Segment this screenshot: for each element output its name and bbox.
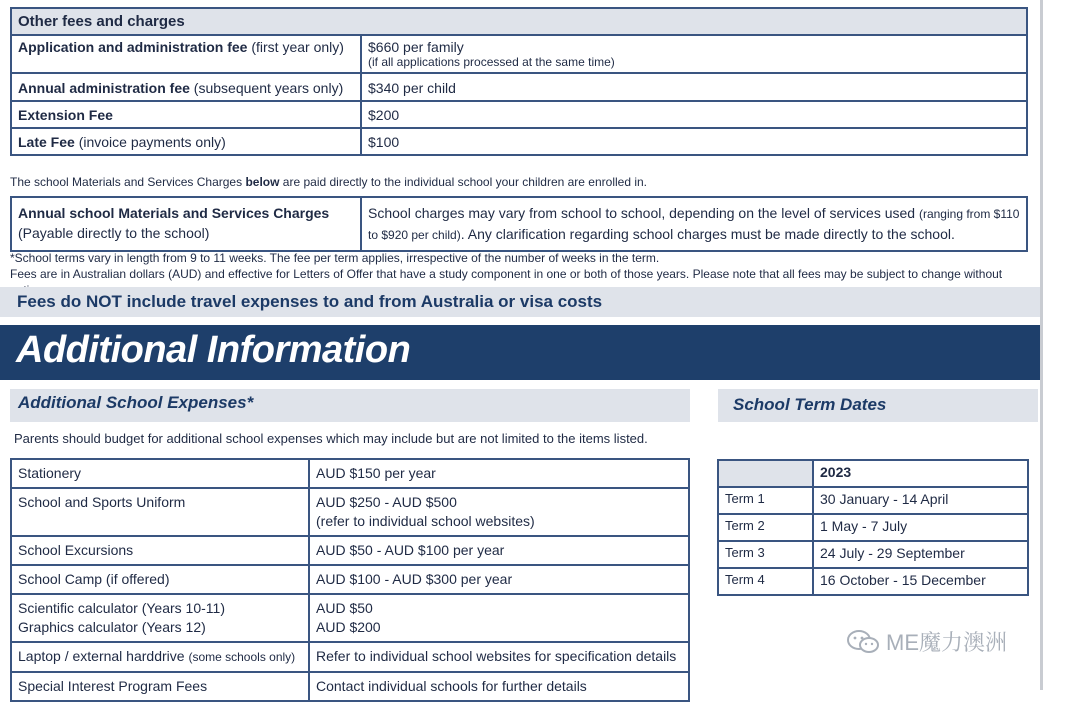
terms-heading: School Term Dates <box>733 395 887 414</box>
footnote-terms: *School terms vary in length from 9 to 11 weeks. The fee per term applies, irrespective of the number of weeks in the term. <box>10 251 660 265</box>
expenses-heading: Additional School Expenses* <box>18 393 254 412</box>
expense-item: School Camp (if offered) <box>11 565 309 594</box>
fee-value: $660 per family <box>368 39 464 55</box>
term-label: Term 1 <box>718 487 813 514</box>
page-edge-divider <box>1040 0 1043 690</box>
table-row <box>718 487 1028 514</box>
expense-cost: Contact individual schools for further details <box>309 672 689 701</box>
expense-cost: AUD $250 - AUD $500 <box>316 494 457 510</box>
term-dates: 30 January - 14 April <box>813 487 1028 514</box>
materials-note-emphasis: below <box>245 175 280 189</box>
expense-cost: AUD $50 - AUD $100 per year <box>309 536 689 565</box>
expense-cost: Refer to individual school websites for specification details <box>309 642 689 672</box>
watermark-text: ME魔力澳洲 <box>886 630 1008 655</box>
charges-text-end: . Any clarification regarding school charges must be made directly to the school. <box>460 226 955 242</box>
materials-charges-table <box>10 196 1028 252</box>
page-gutter <box>1040 0 1080 690</box>
expense-item: School Excursions <box>11 536 309 565</box>
table-row <box>11 101 1027 128</box>
fee-value: $200 <box>368 107 400 123</box>
table-row <box>11 459 689 488</box>
fee-label: Application and administration fee <box>18 39 248 55</box>
fee-label-note: (invoice payments only) <box>74 134 226 150</box>
charges-label-note: (Payable directly to the school) <box>18 225 210 241</box>
table-row <box>11 73 1027 101</box>
fee-value-note: (if all applications processed at the same time) <box>368 55 615 69</box>
table-row <box>11 488 689 536</box>
fee-value: $100 <box>368 134 400 150</box>
empty-header-cell <box>718 460 813 487</box>
term-label: Term 2 <box>718 514 813 541</box>
footnote-currency: Fees are in Australian dollars (AUD) and effective for Letters of Offer that have a study component in one or both of those years. Please note that all fees may be subject to change without <box>10 267 1003 281</box>
charges-text: School charges may vary from school to school, depending on the level of services used <box>368 205 919 221</box>
other-fees-table <box>10 7 1028 156</box>
fee-label-note: (first year only) <box>247 39 344 55</box>
table-row <box>11 672 689 701</box>
fee-value: $340 per child <box>368 80 456 96</box>
table-row <box>11 128 1027 155</box>
expense-cost: AUD $150 per year <box>309 459 689 488</box>
charges-label: Annual school Materials and Services Charges <box>18 205 330 221</box>
table-header-row <box>718 460 1028 487</box>
expense-item: Stationery <box>11 459 309 488</box>
expense-item: Scientific calculator (Years 10-11) <box>18 600 225 616</box>
term-dates-table <box>717 459 1029 596</box>
expenses-intro: Parents should budget for additional school expenses which may include but are not limited to the items listed. <box>14 431 648 446</box>
fees-table-header: Other fees and charges <box>11 8 1027 35</box>
term-dates: 1 May - 7 July <box>813 514 1028 541</box>
table-row <box>718 568 1028 595</box>
expenses-table <box>10 458 690 702</box>
expense-item: Laptop / external harddrive <box>18 648 189 664</box>
section-banner <box>0 325 1040 380</box>
term-label: Term 4 <box>718 568 813 595</box>
table-row <box>11 565 689 594</box>
term-dates: 16 October - 15 December <box>813 568 1028 595</box>
expense-cost-note: (refer to individual school websites) <box>316 513 535 529</box>
table-row <box>718 541 1028 568</box>
expense-item: Special Interest Program Fees <box>11 672 309 701</box>
expense-item-second: Graphics calculator (Years 12) <box>18 619 206 635</box>
table-row <box>11 35 1027 73</box>
materials-note-text-end: are paid directly to the individual school your children are enrolled in. <box>279 175 648 189</box>
materials-note-text: The school Materials and Services Charges <box>10 175 246 189</box>
expenses-heading-band <box>10 389 690 422</box>
terms-heading-band <box>718 389 1038 422</box>
watermark <box>846 626 1007 657</box>
expense-cost: AUD $100 - AUD $300 per year <box>309 565 689 594</box>
table-row <box>11 594 689 642</box>
term-label: Term 3 <box>718 541 813 568</box>
charges-range: (ranging from $110 <box>918 207 1020 221</box>
table-row <box>11 536 689 565</box>
expense-cost: AUD $50 <box>316 600 373 616</box>
fee-label-note: (subsequent years only) <box>189 80 344 96</box>
charges-description <box>361 197 1027 251</box>
expense-cost-second: AUD $200 <box>316 619 381 635</box>
wechat-icon <box>846 629 880 655</box>
banner-title: Additional Information <box>16 329 411 371</box>
fee-label: Late Fee <box>18 134 75 150</box>
fee-label: Extension Fee <box>18 107 113 123</box>
year-header: 2023 <box>813 460 1028 487</box>
expense-item-note: (some schools only) <box>188 650 296 664</box>
table-row <box>11 197 1027 251</box>
travel-notice: Fees do NOT include travel expenses to and from Australia or visa costs <box>17 292 603 311</box>
table-row <box>718 514 1028 541</box>
charges-range-end: to $920 per child) <box>368 228 461 242</box>
table-row <box>11 642 689 672</box>
materials-note <box>10 175 647 189</box>
term-dates: 24 July - 29 September <box>813 541 1028 568</box>
travel-notice-band <box>0 287 1040 317</box>
expense-item: School and Sports Uniform <box>11 488 309 536</box>
fee-label: Annual administration fee <box>18 80 190 96</box>
